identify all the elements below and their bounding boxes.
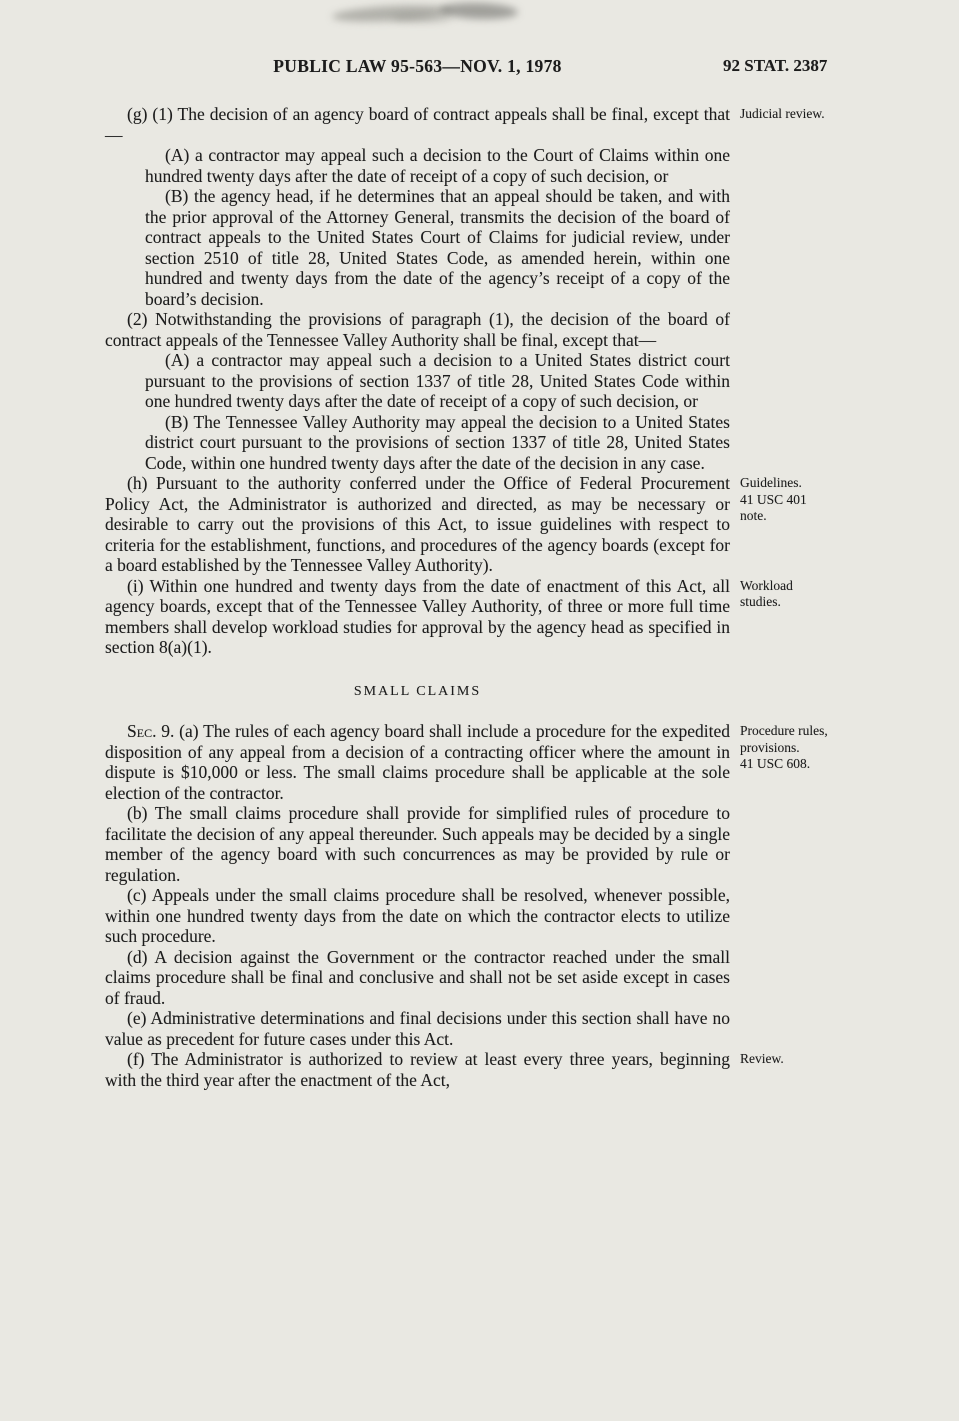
margin-note-line: studies.: [740, 594, 781, 609]
margin-note-procedure-rules: [740, 721, 908, 773]
paragraph-i: (i) Within one hundred and twenty days from the date of enactment of this Act, all agency boards, except that of the Tennessee Valley Authority, of three or more full time members shall develop workload studies for approval by the agency head as specified in section 8(a)(1).: [105, 575, 730, 657]
paragraph-d: (d) A decision against the Government or the contractor reached under the small claims procedure shall be final and conclusive and shall not be set aside except in cases of fraud.: [105, 946, 730, 1008]
paragraph-e: (e) Administrative determinations and final decisions under this section shall have no value as precedent for future cases under this Act.: [105, 1008, 730, 1049]
paragraph-row-g1B: [105, 186, 959, 309]
margin-note-workload-studies: [740, 576, 908, 611]
margin-note-guidelines: [740, 473, 908, 525]
margin-note-line: Procedure rules,: [740, 723, 828, 738]
paragraph-row-sec9a: [105, 721, 959, 803]
margin-note-line: provisions.: [740, 739, 800, 755]
paragraph-g1B: (B) the agency head, if he determines that an appeal should be taken, and with the prior approval of the Attorney General, transmits the decision of the board of contract appeals to the United States Court of Claims for judicial review, under section 2510 of title 28, United States Code, as amended herein, within one hundred and twenty days from the date of the agency’s receipt of a copy of the board’s decision.: [145, 186, 730, 309]
paragraph-row-g2: [105, 309, 959, 350]
paragraph-row-i: [105, 576, 959, 658]
small-claims-heading: SMALL CLAIMS: [353, 683, 482, 699]
paragraph-row-g1: [105, 104, 959, 145]
margin-note-line: 41 USC 608.: [740, 756, 811, 771]
margin-note-judicial-review: [740, 104, 908, 123]
paragraph-g2B: (B) The Tennessee Valley Authority may appeal the decision to a United States district court pursuant to the provisions of section 1337 of title 28, United States Code, within one hundred twenty days after the date of the decision in any case.: [145, 411, 730, 473]
paragraph-g1: (g) (1) The decision of an agency board of contract appeals shall be final, except that—: [105, 104, 730, 145]
paragraph-sec9a: [105, 721, 730, 803]
paragraph-row-h: [105, 473, 959, 576]
margin-note-line: Workload: [740, 577, 793, 593]
paragraph-row-g1A: [105, 145, 959, 186]
paragraph-g2A: (A) a contractor may appeal such a decision to a United States district court pursuant to the provisions of section 1337 of title 28, United States Code within one hundred twenty days after the date of receipt of a copy of such decision, or: [145, 350, 730, 411]
scan-smudge: [392, 14, 452, 22]
section-number-label: Sec. 9.: [127, 721, 175, 741]
paragraph-row-g2B: [105, 412, 959, 474]
paragraph-sec9a-text: (a) The rules of each agency board shall include a procedure for the expedited disposition of any appeal from a decision of a contracting officer where the amount in dispute is $10,000 or less. The small claims procedure shall be applicable at the sole election of the contractor.: [105, 721, 730, 803]
paragraph-c: (c) Appeals under the small claims procedure shall be resolved, whenever possible, within one hundred twenty days from the date on which the contractor elects to utilize such procedure.: [105, 885, 730, 946]
margin-note-line: Review.: [740, 1051, 784, 1066]
margin-note-line: 41 USC 401: [740, 491, 807, 507]
page-header: [105, 56, 959, 77]
scan-smudge: [332, 3, 453, 24]
paragraph-g2: (2) Notwithstanding the provisions of paragraph (1), the decision of the board of contract appeals of the Tennessee Valley Authority shall be final, except that—: [105, 309, 730, 350]
paragraph-row-g2A: [105, 350, 959, 412]
statute-page-number: 92 STAT. 2387: [723, 56, 828, 75]
paragraph-row-e: [105, 1008, 959, 1049]
margin-note-line: Judicial review.: [740, 106, 825, 121]
law-title: PUBLIC LAW 95-563—NOV. 1, 1978: [273, 56, 562, 76]
paragraph-h: (h) Pursuant to the authority conferred under the Office of Federal Procurement Policy Act, the Administrator is authorized and directed, as may be necessary or desirable to carry out the provisions of this Act, to issue guidelines with respect to criteria for the establishment, functions, and procedures of the agency boards (except for a board established by the Tennessee Valley Authority).: [105, 473, 730, 575]
margin-note-line: Guidelines.: [740, 475, 802, 490]
section-heading-row: [105, 658, 959, 722]
paragraph-f: (f) The Administrator is authorized to review at least every three years, beginning with the third year after the enactment of the Act,: [105, 1049, 730, 1090]
paragraph-row-c: [105, 885, 959, 947]
paragraph-g1A: (A) a contractor may appeal such a decision to the Court of Claims within one hundred twenty days after the date of receipt of a copy of such decision, or: [145, 145, 730, 186]
margin-note-review: [740, 1049, 908, 1068]
paragraph-row-b: [105, 803, 959, 885]
margin-note-line: note.: [740, 508, 767, 523]
paragraph-b: (b) The small claims procedure shall provide for simplified rules of procedure to facilitate the decision of any appeal thereunder. Such appeals may be decided by a single member of the agency board with such concurrences as may be provided by rule or regulation.: [105, 803, 730, 885]
paragraph-row-d: [105, 947, 959, 1009]
paragraph-row-f: [105, 1049, 959, 1090]
scan-smudge: [440, 2, 519, 21]
